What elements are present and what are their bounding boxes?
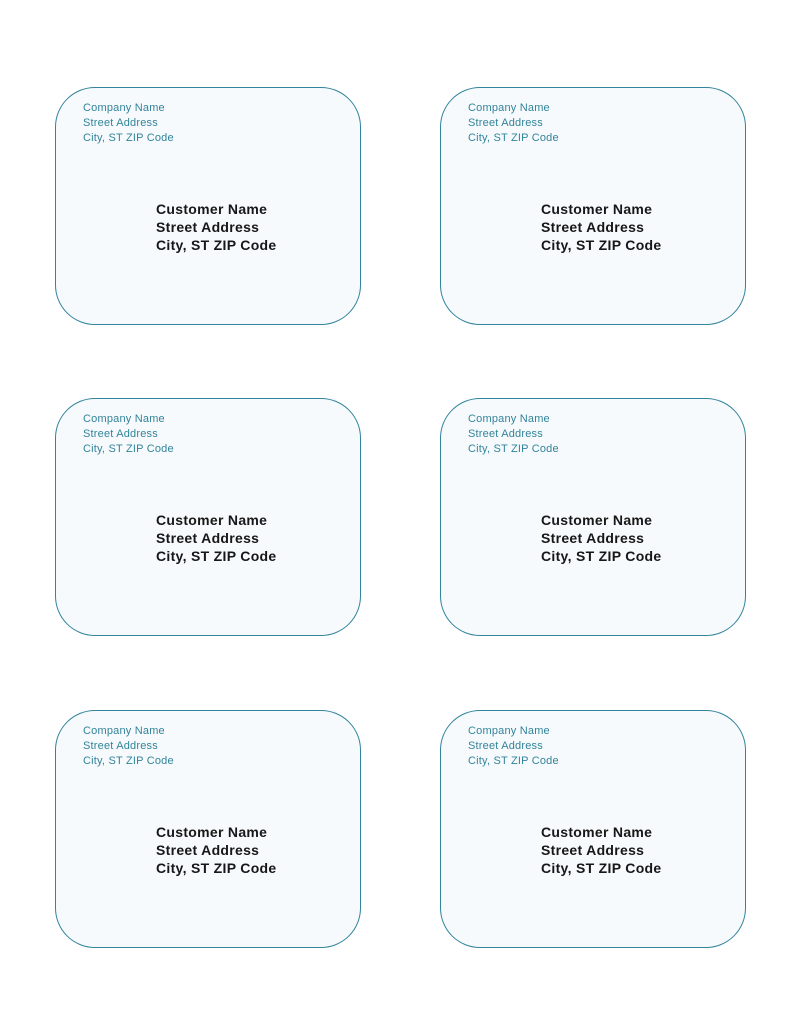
sender-address-block xyxy=(468,724,559,769)
recipient-address-block xyxy=(156,511,276,565)
sender-company[interactable]: Company Name xyxy=(83,413,165,425)
recipient-address-block xyxy=(156,823,276,877)
recipient-name[interactable]: Customer Name xyxy=(541,512,653,528)
sender-city[interactable]: City, ST ZIP Code xyxy=(83,755,174,767)
recipient-street[interactable]: Street Address xyxy=(156,219,260,235)
sender-address-block xyxy=(83,412,174,457)
recipient-address-block xyxy=(156,200,276,254)
recipient-name[interactable]: Customer Name xyxy=(156,512,268,528)
recipient-street[interactable]: Street Address xyxy=(541,219,645,235)
sender-company[interactable]: Company Name xyxy=(468,102,550,114)
recipient-name[interactable]: Customer Name xyxy=(541,201,653,217)
sender-address-block xyxy=(468,412,559,457)
recipient-address-block xyxy=(541,200,661,254)
sender-address-block xyxy=(468,101,559,146)
recipient-street[interactable]: Street Address xyxy=(541,530,645,546)
sender-city[interactable]: City, ST ZIP Code xyxy=(468,132,559,144)
shipping-label[interactable] xyxy=(440,710,746,948)
shipping-label[interactable] xyxy=(440,87,746,325)
sender-street[interactable]: Street Address xyxy=(468,117,543,129)
recipient-address-block xyxy=(541,823,661,877)
sender-company[interactable]: Company Name xyxy=(468,725,550,737)
sender-address-block xyxy=(83,101,174,146)
recipient-city[interactable]: City, ST ZIP Code xyxy=(156,548,277,564)
sender-address-block xyxy=(83,724,174,769)
recipient-city[interactable]: City, ST ZIP Code xyxy=(156,860,277,876)
recipient-street[interactable]: Street Address xyxy=(541,842,645,858)
sender-street[interactable]: Street Address xyxy=(468,428,543,440)
shipping-label[interactable] xyxy=(55,398,361,636)
sender-street[interactable]: Street Address xyxy=(468,740,543,752)
recipient-city[interactable]: City, ST ZIP Code xyxy=(541,237,662,253)
sender-street[interactable]: Street Address xyxy=(83,117,158,129)
recipient-name[interactable]: Customer Name xyxy=(156,201,268,217)
sender-street[interactable]: Street Address xyxy=(83,740,158,752)
recipient-name[interactable]: Customer Name xyxy=(541,824,653,840)
sender-city[interactable]: City, ST ZIP Code xyxy=(468,443,559,455)
recipient-city[interactable]: City, ST ZIP Code xyxy=(156,237,277,253)
sender-company[interactable]: Company Name xyxy=(468,413,550,425)
shipping-label[interactable] xyxy=(440,398,746,636)
recipient-street[interactable]: Street Address xyxy=(156,530,260,546)
shipping-label[interactable] xyxy=(55,710,361,948)
shipping-label[interactable] xyxy=(55,87,361,325)
sender-company[interactable]: Company Name xyxy=(83,102,165,114)
recipient-address-block xyxy=(541,511,661,565)
sender-company[interactable]: Company Name xyxy=(83,725,165,737)
sender-street[interactable]: Street Address xyxy=(83,428,158,440)
sender-city[interactable]: City, ST ZIP Code xyxy=(83,132,174,144)
recipient-city[interactable]: City, ST ZIP Code xyxy=(541,860,662,876)
sender-city[interactable]: City, ST ZIP Code xyxy=(83,443,174,455)
recipient-street[interactable]: Street Address xyxy=(156,842,260,858)
recipient-city[interactable]: City, ST ZIP Code xyxy=(541,548,662,564)
sender-city[interactable]: City, ST ZIP Code xyxy=(468,755,559,767)
recipient-name[interactable]: Customer Name xyxy=(156,824,268,840)
